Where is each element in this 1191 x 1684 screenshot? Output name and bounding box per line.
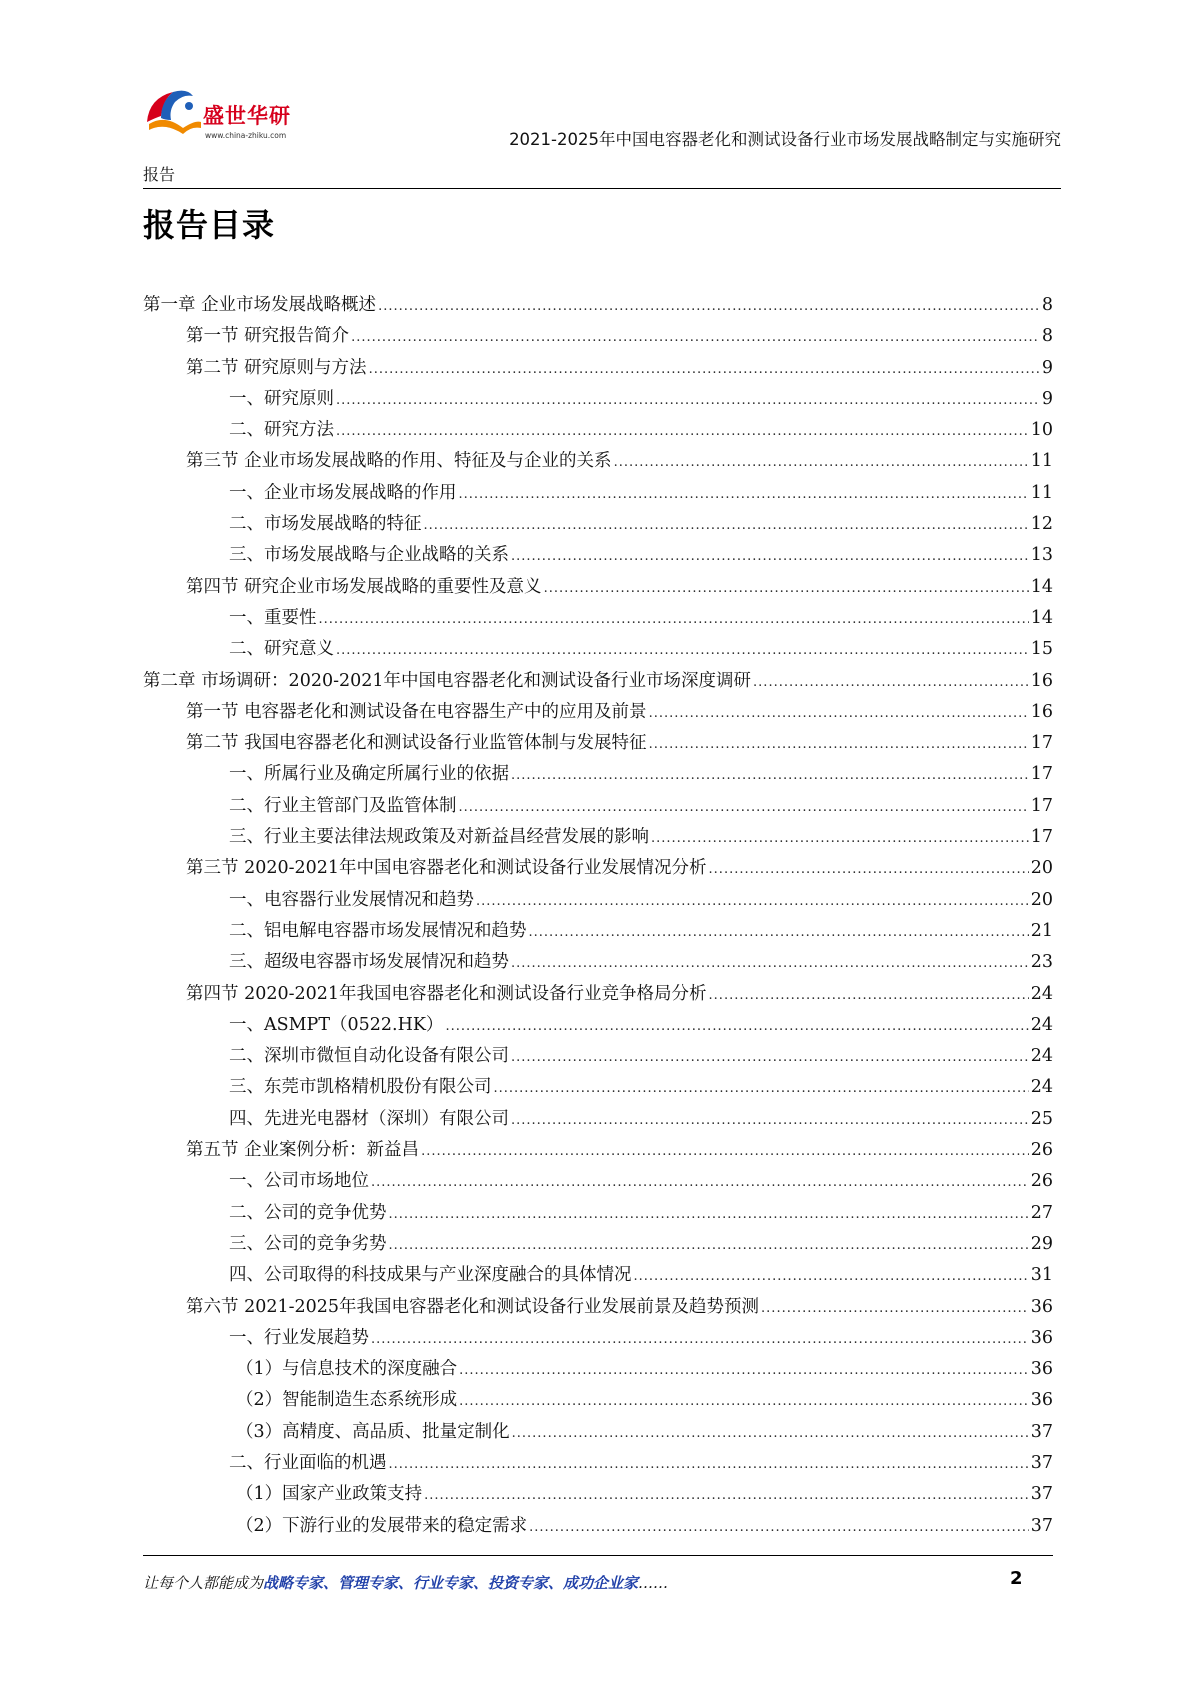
toc-entry-page: 36 <box>1030 1327 1053 1348</box>
toc-dot-leader <box>371 1332 1029 1347</box>
toc-entry-title: 一、研究原则 <box>229 388 334 409</box>
toc-entry-page: 9 <box>1041 388 1053 409</box>
toc-dot-leader <box>445 1019 1028 1034</box>
toc-entry-title: 一、ASMPT（0522.HK） <box>229 1014 444 1035</box>
toc-entry-page: 24 <box>1030 1014 1053 1035</box>
toc-entry[interactable] <box>143 1355 1053 1386</box>
toc-entry-title: 二、深圳市微恒自动化设备有限公司 <box>229 1046 509 1067</box>
toc-entry-page: 37 <box>1030 1484 1053 1505</box>
toc-entry[interactable] <box>143 416 1053 447</box>
footer-slogan-prefix: 让每个人都能成为 <box>143 1574 264 1592</box>
toc-entry-title: 第二节 研究原则与方法 <box>186 357 367 378</box>
toc-dot-leader <box>336 643 1029 658</box>
toc-entry-title: 第二节 我国电容器老化和测试设备行业监管体制与发展特征 <box>186 733 647 754</box>
toc-entry[interactable] <box>143 1324 1053 1355</box>
toc-entry-page: 16 <box>1030 701 1053 722</box>
toc-entry[interactable] <box>143 447 1053 478</box>
logo-swirl-icon <box>143 84 203 144</box>
toc-entry-page: 27 <box>1030 1202 1053 1223</box>
toc-entry-page: 37 <box>1030 1421 1053 1442</box>
toc-entry[interactable] <box>143 1199 1053 1230</box>
toc-entry-page: 11 <box>1030 451 1053 472</box>
toc-entry-title: 二、行业主管部门及监管体制 <box>229 795 457 816</box>
company-logo <box>143 82 323 152</box>
toc-entry[interactable] <box>143 1105 1053 1136</box>
toc-entry-title: 第四节 研究企业市场发展战略的重要性及意义 <box>186 576 542 597</box>
toc-dot-leader <box>614 455 1029 470</box>
footer-slogan-suffix: …… <box>638 1574 669 1592</box>
toc-entry-page: 17 <box>1030 733 1053 754</box>
toc-dot-leader <box>544 581 1029 596</box>
footer-slogan <box>143 1572 668 1593</box>
toc-entry-page: 36 <box>1030 1359 1053 1380</box>
toc-entry-page: 26 <box>1030 1171 1053 1192</box>
toc-entry-title: 二、市场发展战略的特征 <box>229 514 422 535</box>
toc-dot-leader <box>336 393 1040 408</box>
toc-dot-leader <box>319 612 1029 627</box>
toc-entry-title: 二、研究意义 <box>229 639 334 660</box>
toc-dot-leader <box>459 800 1029 815</box>
toc-entry-title: 四、公司取得的科技成果与产业深度融合的具体情况 <box>229 1265 632 1286</box>
toc-dot-leader <box>649 737 1029 752</box>
toc-entry[interactable] <box>143 291 1053 322</box>
toc-entry-title: （2）下游行业的发展带来的稳定需求 <box>236 1515 528 1536</box>
footer-divider <box>143 1555 1053 1556</box>
toc-entry-page: 17 <box>1030 764 1053 785</box>
toc-entry-page: 20 <box>1030 858 1053 879</box>
toc-entry-title: 第一节 电容器老化和测试设备在电容器生产中的应用及前景 <box>186 701 647 722</box>
toc-entry[interactable] <box>143 792 1053 823</box>
toc-entry-title: 第四节 2020-2021年我国电容器老化和测试设备行业竞争格局分析 <box>186 983 707 1004</box>
toc-entry-page: 37 <box>1030 1452 1053 1473</box>
toc-entry[interactable] <box>143 635 1053 666</box>
toc-dot-leader <box>369 362 1040 377</box>
toc-dot-leader <box>494 1081 1029 1096</box>
toc-dot-leader <box>424 518 1029 533</box>
toc-entry[interactable] <box>143 948 1053 979</box>
logo-text: 盛世华研 <box>203 104 291 128</box>
toc-entry-title: 三、行业主要法律法规政策及对新益昌经营发展的影响 <box>229 827 649 848</box>
toc-entry[interactable] <box>143 1512 1053 1543</box>
toc-entry-title: 第一节 研究报告简介 <box>186 326 350 347</box>
toc-entry[interactable] <box>143 322 1053 353</box>
toc-dot-leader <box>336 424 1029 439</box>
toc-entry-title: 第一章 企业市场发展战略概述 <box>143 295 377 315</box>
toc-entry[interactable] <box>143 479 1053 510</box>
toc-entry-page: 14 <box>1030 576 1053 597</box>
toc-entry[interactable] <box>143 698 1053 729</box>
toc-entry-page: 9 <box>1041 357 1053 378</box>
toc-dot-leader <box>649 706 1029 721</box>
toc-entry[interactable] <box>143 604 1053 635</box>
toc-entry-page: 26 <box>1030 1140 1053 1161</box>
toc-dot-leader <box>421 1144 1029 1159</box>
table-of-contents <box>143 291 1053 1543</box>
toc-entry-title: 三、公司的竞争劣势 <box>229 1233 387 1254</box>
toc-entry-title: 三、超级电容器市场发展情况和趋势 <box>229 952 509 973</box>
toc-entry[interactable] <box>143 760 1053 791</box>
toc-dot-leader <box>351 330 1040 345</box>
toc-dot-leader <box>389 1207 1029 1222</box>
toc-entry[interactable] <box>143 1042 1053 1073</box>
toc-dot-leader <box>378 299 1040 314</box>
toc-dot-leader <box>529 925 1029 940</box>
toc-entry-title: 二、铝电解电容器市场发展情况和趋势 <box>229 920 527 941</box>
toc-entry-title: 一、电容器行业发展情况和趋势 <box>229 889 474 910</box>
toc-entry[interactable] <box>143 1073 1053 1104</box>
toc-entry[interactable] <box>143 1480 1053 1511</box>
toc-dot-leader <box>371 1175 1029 1190</box>
page-header <box>143 82 1061 190</box>
toc-entry[interactable] <box>143 1167 1053 1198</box>
toc-entry-page: 36 <box>1030 1296 1053 1317</box>
toc-entry[interactable] <box>143 1386 1053 1417</box>
toc-entry-title: 一、企业市场发展战略的作用 <box>229 482 457 503</box>
toc-entry-page: 25 <box>1030 1108 1053 1129</box>
toc-entry-page: 17 <box>1030 795 1053 816</box>
toc-entry-page: 14 <box>1030 607 1053 628</box>
toc-dot-leader <box>761 1301 1029 1316</box>
toc-entry[interactable] <box>143 667 1053 698</box>
toc-entry[interactable] <box>143 1449 1053 1480</box>
toc-dot-leader <box>709 862 1029 877</box>
toc-entry-page: 15 <box>1030 639 1053 660</box>
toc-entry[interactable] <box>143 573 1053 604</box>
report-title: 2021-2025年中国电容器老化和测试设备行业市场发展战略制定与实施研究 <box>509 130 1061 149</box>
toc-entry[interactable] <box>143 1261 1053 1292</box>
toc-entry-title: 二、公司的竞争优势 <box>229 1202 387 1223</box>
toc-entry-title: （1）国家产业政策支持 <box>236 1484 423 1505</box>
toc-entry-page: 8 <box>1041 295 1053 315</box>
toc-dot-leader <box>476 894 1029 909</box>
toc-entry-page: 20 <box>1030 889 1053 910</box>
toc-entry-title: 第二章 市场调研：2020-2021年中国电容器老化和测试设备行业市场深度调研 <box>143 670 752 691</box>
toc-entry-title: 三、东莞市凯格精机股份有限公司 <box>229 1077 492 1098</box>
toc-entry[interactable] <box>143 729 1053 760</box>
toc-entry-page: 13 <box>1030 545 1053 566</box>
toc-entry[interactable] <box>143 1230 1053 1261</box>
toc-dot-leader <box>459 1363 1029 1378</box>
toc-entry-page: 29 <box>1030 1233 1053 1254</box>
toc-entry-page: 17 <box>1030 827 1053 848</box>
toc-dot-leader <box>634 1269 1029 1284</box>
toc-entry[interactable] <box>143 854 1053 885</box>
toc-dot-leader <box>511 1113 1029 1128</box>
toc-entry[interactable] <box>143 385 1053 416</box>
toc-entry-title: 第三节 2020-2021年中国电容器老化和测试设备行业发展情况分析 <box>186 858 707 879</box>
toc-entry[interactable] <box>143 980 1053 1011</box>
toc-entry-page: 23 <box>1030 952 1053 973</box>
toc-entry-page: 31 <box>1030 1265 1053 1286</box>
logo-url: www.china-zhiku.com <box>205 131 287 140</box>
toc-entry[interactable] <box>143 1136 1053 1167</box>
toc-entry-page: 24 <box>1030 1046 1053 1067</box>
toc-entry[interactable] <box>143 510 1053 541</box>
toc-entry-page: 8 <box>1041 326 1053 347</box>
toc-dot-leader <box>511 768 1029 783</box>
toc-dot-leader <box>709 988 1029 1003</box>
toc-dot-leader <box>389 1457 1029 1472</box>
toc-dot-leader <box>424 1488 1029 1503</box>
toc-entry-title: 三、市场发展战略与企业战略的关系 <box>229 545 509 566</box>
toc-entry-page: 12 <box>1030 514 1053 535</box>
toc-entry-page: 21 <box>1030 920 1053 941</box>
toc-dot-leader <box>512 1426 1029 1441</box>
toc-entry-title: 第六节 2021-2025年我国电容器老化和测试设备行业发展前景及趋势预测 <box>186 1296 760 1317</box>
toc-entry-title: （2）智能制造生态系统形成 <box>236 1390 458 1411</box>
toc-entry-title: 二、行业面临的机遇 <box>229 1452 387 1473</box>
toc-entry-title: 二、研究方法 <box>229 420 334 441</box>
toc-dot-leader <box>753 675 1029 690</box>
toc-entry[interactable] <box>143 917 1053 948</box>
toc-entry[interactable] <box>143 541 1053 572</box>
toc-entry-page: 24 <box>1030 1077 1053 1098</box>
toc-dot-leader <box>459 1394 1029 1409</box>
toc-dot-leader <box>529 1520 1029 1535</box>
toc-entry[interactable] <box>143 1011 1053 1042</box>
toc-entry-page: 24 <box>1030 983 1053 1004</box>
toc-entry[interactable] <box>143 886 1053 917</box>
toc-entry[interactable] <box>143 823 1053 854</box>
page-title: 报告目录 <box>143 206 276 244</box>
toc-entry-page: 10 <box>1030 420 1053 441</box>
toc-entry-title: 一、公司市场地位 <box>229 1171 369 1192</box>
toc-dot-leader <box>651 831 1029 846</box>
page-number: 2 <box>1010 1568 1023 1589</box>
toc-entry-page: 37 <box>1030 1515 1053 1536</box>
toc-entry-title: 一、所属行业及确定所属行业的依据 <box>229 764 509 785</box>
toc-entry-title: 四、先进光电器材（深圳）有限公司 <box>229 1108 509 1129</box>
toc-dot-leader <box>389 1238 1029 1253</box>
toc-entry[interactable] <box>143 354 1053 385</box>
toc-dot-leader <box>459 487 1029 502</box>
toc-entry-title: 一、重要性 <box>229 607 317 628</box>
toc-dot-leader <box>511 956 1029 971</box>
toc-entry-page: 16 <box>1030 670 1053 691</box>
toc-entry[interactable] <box>143 1418 1053 1449</box>
toc-entry-title: 一、行业发展趋势 <box>229 1327 369 1348</box>
toc-entry-title: （3）高精度、高品质、批量定制化 <box>236 1421 510 1442</box>
toc-dot-leader <box>511 549 1029 564</box>
toc-entry[interactable] <box>143 1293 1053 1324</box>
toc-entry-page: 11 <box>1030 482 1053 503</box>
toc-entry-title: 第三节 企业市场发展战略的作用、特征及与企业的关系 <box>186 451 612 472</box>
report-label: 报告 <box>143 165 176 184</box>
toc-dot-leader <box>511 1050 1029 1065</box>
toc-entry-page: 36 <box>1030 1390 1053 1411</box>
toc-entry-title: 第五节 企业案例分析：新益昌 <box>186 1140 420 1161</box>
header-divider <box>143 188 1061 189</box>
footer-slogan-accent: 战略专家、管理专家、行业专家、投资专家、成功企业家 <box>263 1574 639 1592</box>
toc-entry-title: （1）与信息技术的深度融合 <box>236 1359 458 1380</box>
